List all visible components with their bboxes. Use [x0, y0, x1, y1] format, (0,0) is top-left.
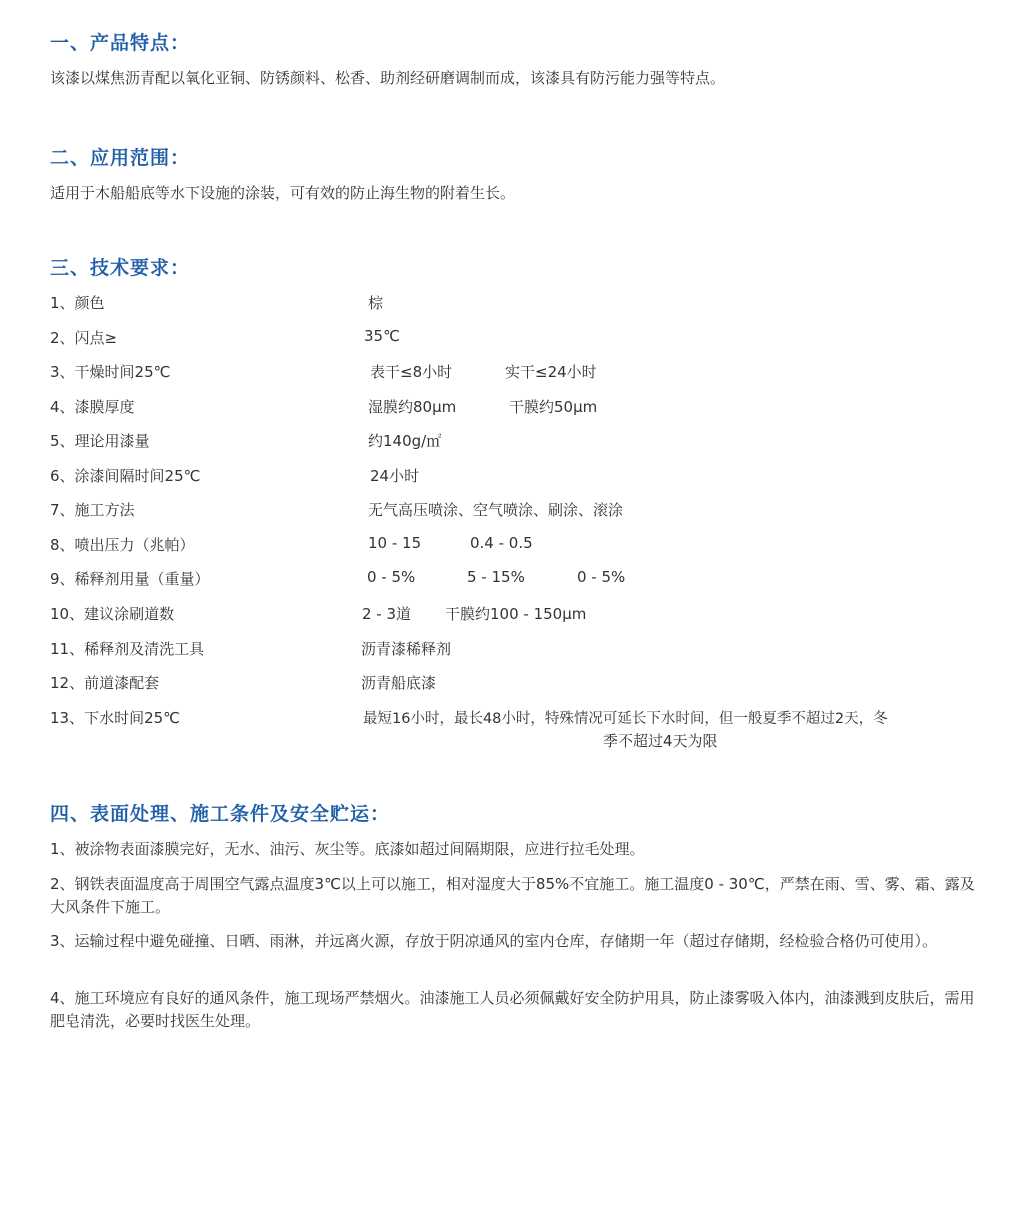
spec-value: 无气高压喷涂、空气喷涂、刷涂、滚涂: [368, 501, 624, 519]
spec-label: 3、干燥时间25℃: [50, 363, 171, 381]
spec-row: [0, 638, 1024, 662]
spec-value: 5 - 15%: [467, 568, 525, 586]
spec-row: [0, 603, 1024, 627]
spec-label: 4、漆膜厚度: [50, 398, 135, 416]
spec-label: 6、涂漆间隔时间25℃: [50, 467, 201, 485]
spec-row: [0, 327, 1024, 351]
spec-value: 35℃: [364, 327, 400, 345]
section-2-text: 适用于木船船底等水下设施的涂装，可有效的防止海生物的附着生长。: [50, 184, 516, 202]
spec-row: [0, 568, 1024, 592]
spec-value: 沥青船底漆: [361, 674, 437, 692]
section-1-title: 一、产品特点：: [50, 32, 191, 54]
section-4-paragraph: 3、运输过程中避免碰撞、日晒、雨淋，并远离火源，存放于阴凉通风的室内仓库，存储期一年（超过存储期，经检验合格仍可使用）。: [50, 932, 938, 950]
spec-label: 1、颜色: [50, 294, 105, 312]
spec-value: 约140g/㎡: [368, 432, 442, 450]
spec-label: 7、施工方法: [50, 501, 135, 519]
section-4-title: 四、表面处理、施工条件及安全贮运：: [50, 803, 391, 825]
spec-label: 10、建议涂刷道数: [50, 605, 175, 623]
spec-value-continuation: 季不超过4天为限: [603, 732, 718, 750]
spec-value: 0 - 5%: [577, 568, 626, 586]
section-4-paragraph: 4、施工环境应有良好的通风条件，施工现场严禁烟火。油漆施工人员必须佩戴好安全防护用具，防止漆雾吸入体内，油漆溅到皮肤后，需用肥皂清洗，必要时找医生处理。: [50, 989, 975, 1030]
spec-value: 沥青漆稀释剂: [361, 640, 452, 658]
spec-value: 表干≤8小时: [370, 363, 453, 381]
spec-label: 12、前道漆配套: [50, 674, 160, 692]
spec-label: 13、下水时间25℃: [50, 709, 181, 727]
spec-row: [0, 707, 1024, 731]
spec-row: [0, 292, 1024, 316]
spec-row: [0, 534, 1024, 558]
spec-label: 11、稀释剂及清洗工具: [50, 640, 205, 658]
spec-value: 干膜约50μm: [509, 398, 598, 416]
spec-value: 湿膜约80μm: [368, 398, 457, 416]
section-2-title: 二、应用范围：: [50, 147, 191, 169]
spec-label: 8、喷出压力（兆帕）: [50, 536, 195, 554]
spec-value: 0.4 - 0.5: [470, 534, 533, 552]
section-4-paragraph: 2、钢铁表面温度高于周围空气露点温度3℃以上可以施工，相对湿度大于85%不宜施工。施工温度0 - 30℃，严禁在雨、雪、雾、霜、露及大风条件下施工。: [50, 875, 975, 916]
spec-row: [0, 396, 1024, 420]
spec-value: 干膜约100 - 150μm: [445, 605, 587, 623]
spec-value: 最短16小时，最长48小时，特殊情况可延长下水时间，但一般夏季不超过2天，冬: [363, 711, 888, 727]
spec-row: [0, 499, 1024, 523]
spec-value: 2 - 3道: [362, 605, 412, 623]
spec-value: 24小时: [370, 467, 420, 485]
spec-value: 棕: [368, 294, 384, 312]
spec-value: 实干≤24小时: [505, 363, 597, 381]
spec-label: 5、理论用漆量: [50, 432, 150, 450]
spec-row: [0, 465, 1024, 489]
spec-row: [0, 430, 1024, 454]
spec-row: [0, 672, 1024, 696]
section-3-title: 三、技术要求：: [50, 257, 191, 279]
spec-label: 9、稀释剂用量（重量）: [50, 570, 210, 588]
section-1-text: 该漆以煤焦沥青配以氧化亚铜、防锈颜料、松香、助剂经研磨调制而成，该漆具有防污能力强等特点。: [50, 69, 726, 87]
spec-label: 2、闪点≥: [50, 329, 118, 347]
spec-value: 0 - 5%: [367, 568, 416, 586]
spec-row: [0, 361, 1024, 385]
spec-value: 10 - 15: [368, 534, 422, 552]
section-4-paragraph: 1、被涂物表面漆膜完好，无水、油污、灰尘等。底漆如超过间隔期限，应进行拉毛处理。: [50, 840, 645, 858]
